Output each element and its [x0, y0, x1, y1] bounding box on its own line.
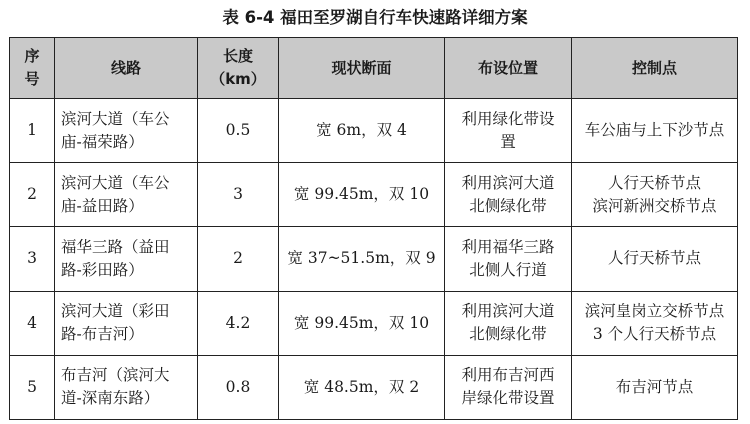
header-layout: 布设位置 [445, 38, 572, 99]
cell-control: 人行天桥节点 [572, 227, 738, 291]
route-plan-table [9, 37, 738, 420]
table-row [10, 99, 738, 163]
cell-length: 3 [198, 163, 279, 227]
cell-section: 宽 37~51.5m，双 9 [279, 227, 445, 291]
cell-seq: 5 [10, 355, 55, 419]
cell-section: 宽 99.45m，双 10 [279, 163, 445, 227]
cell-seq: 2 [10, 163, 55, 227]
cell-seq: 3 [10, 227, 55, 291]
cell-layout: 利用布吉河西 岸绿化带设置 [445, 355, 572, 419]
cell-layout: 利用福华三路 北侧人行道 [445, 227, 572, 291]
cell-route: 布吉河（滨河大 道-深南东路） [55, 355, 198, 419]
cell-control: 布吉河节点 [572, 355, 738, 419]
cell-route: 滨河大道（彩田 路-布吉河） [55, 291, 198, 355]
table-row [10, 163, 738, 227]
cell-control: 车公庙与上下沙节点 [572, 99, 738, 163]
cell-layout: 利用绿化带设 置 [445, 99, 572, 163]
table-title: 表 6-4 福田至罗湖自行车快速路详细方案 [222, 8, 528, 27]
header-section: 现状断面 [279, 38, 445, 99]
cell-control: 滨河皇岗立交桥节点 3 个人行天桥节点 [572, 291, 738, 355]
cell-length: 4.2 [198, 291, 279, 355]
table-row [10, 291, 738, 355]
cell-length: 0.8 [198, 355, 279, 419]
header-control: 控制点 [572, 38, 738, 99]
cell-seq: 1 [10, 99, 55, 163]
cell-route: 滨河大道（车公 庙-益田路） [55, 163, 198, 227]
cell-layout: 利用滨河大道 北侧绿化带 [445, 163, 572, 227]
table-row [10, 355, 738, 419]
cell-seq: 4 [10, 291, 55, 355]
table-row [10, 227, 738, 291]
cell-section: 宽 48.5m，双 2 [279, 355, 445, 419]
cell-control: 人行天桥节点 滨河新洲交桥节点 [572, 163, 738, 227]
cell-length: 2 [198, 227, 279, 291]
cell-section: 宽 6m，双 4 [279, 99, 445, 163]
header-row [10, 38, 738, 99]
cell-route: 福华三路（益田 路-彩田路） [55, 227, 198, 291]
header-seq: 序 号 [10, 38, 55, 99]
cell-route: 滨河大道（车公 庙-福荣路） [55, 99, 198, 163]
cell-length: 0.5 [198, 99, 279, 163]
cell-layout: 利用滨河大道 北侧绿化带 [445, 291, 572, 355]
header-route: 线路 [55, 38, 198, 99]
cell-section: 宽 99.45m，双 10 [279, 291, 445, 355]
header-length: 长度 （km） [198, 38, 279, 99]
